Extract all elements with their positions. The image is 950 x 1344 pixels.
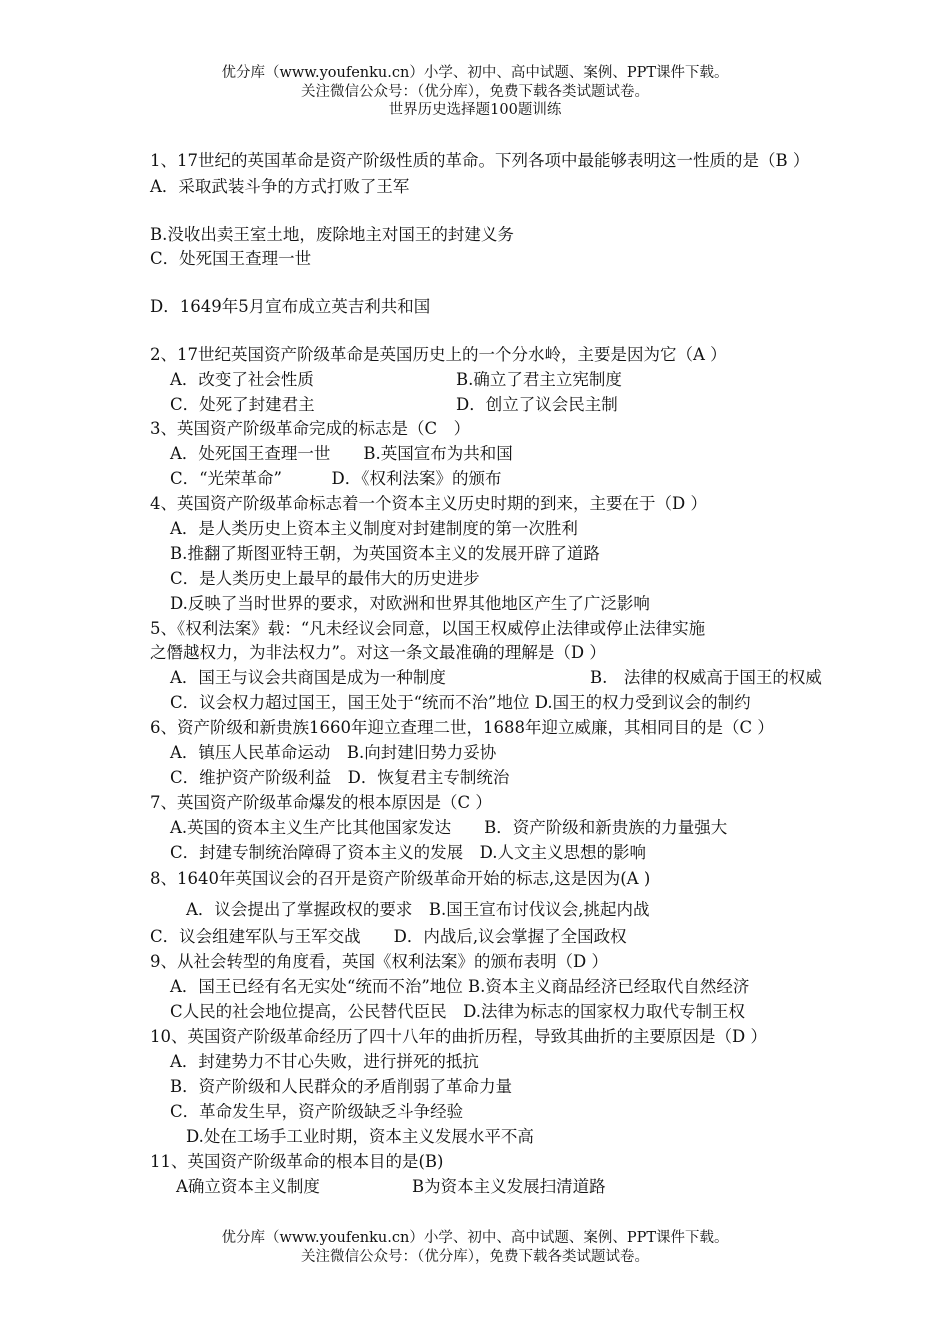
question-7-stem: 7、英国资产阶级革命爆发的根本原因是（C ） — [150, 793, 492, 812]
question-7-options-cd: C．封建专制统治障碍了资本主义的发展 D.人文主义思想的影响 — [170, 843, 647, 862]
question-5-stem-line-2: 之僭越权力，为非法权力”。对这一条文最准确的理解是（D ） — [150, 643, 606, 662]
question-9-options-ab: A．国王已经有名无实处“统而不治”地位 B.资本主义商品经济已经取代自然经济 — [170, 977, 750, 996]
question-1-stem: 1、17世纪的英国革命是资产阶级性质的革命。下列各项中最能够表明这一性质的是（B ） — [150, 151, 810, 170]
question-3-stem: 3、英国资产阶级革命完成的标志是（C ） — [150, 419, 471, 438]
question-1-option-d: D．1649年5月宣布成立英吉利共和国 — [150, 297, 431, 316]
footer-line-2: 关注微信公众号：（优分库），免费下载各类试题试卷。 — [301, 1249, 649, 1265]
page-header — [0, 64, 950, 102]
question-4-option-b: B.推翻了斯图亚特王朝，为英国资本主义的发展开辟了道路 — [170, 544, 600, 563]
question-11-option-a: A确立资本主义制度 — [176, 1177, 320, 1196]
question-5-option-b: B. 法律的权威高于国王的权威 — [590, 668, 822, 687]
question-3-options-cd: C．“光荣革命” D．《权利法案》的颁布 — [170, 469, 502, 488]
question-2-option-d: D．创立了议会民主制 — [456, 395, 618, 414]
question-10-option-a: A．封建势力不甘心失败，进行拼死的抵抗 — [170, 1052, 479, 1071]
question-10-stem: 10、英国资产阶级革命经历了四十八年的曲折历程，导致其曲折的主要原因是（D ） — [150, 1027, 767, 1046]
page-footer — [0, 1229, 950, 1267]
header-line-1: 优分库（www.youfenku.cn）小学、初中、高中试题、案例、PPT课件下载。 — [221, 65, 729, 81]
question-8-options-ab: A．议会提出了掌握政权的要求 B.国王宣布讨伐议会,挑起内战 — [186, 900, 650, 919]
question-7-options-ab: A.英国的资本主义生产比其他国家发达 B．资产阶级和新贵族的力量强大 — [170, 818, 728, 837]
question-10-option-b: B．资产阶级和人民群众的矛盾削弱了革命力量 — [170, 1077, 513, 1096]
question-1-option-a: A．采取武装斗争的方式打败了王军 — [150, 177, 410, 196]
question-9-stem: 9、从社会转型的角度看，英国《权利法案》的颁布表明（D ） — [150, 952, 608, 971]
footer-line-1: 优分库（www.youfenku.cn）小学、初中、高中试题、案例、PPT课件下载。 — [221, 1230, 729, 1246]
question-4-option-d: D.反映了当时世界的要求，对欧洲和世界其他地区产生了广泛影响 — [170, 594, 650, 613]
question-9-options-cd: C人民的社会地位提高，公民替代臣民 D.法律为标志的国家权力取代专制王权 — [170, 1002, 746, 1021]
question-4-option-c: C．是人类历史上最早的最伟大的历史进步 — [170, 569, 480, 588]
question-2-option-b: B.确立了君主立宪制度 — [456, 370, 622, 389]
document-title: 世界历史选择题100题训练 — [388, 102, 562, 118]
question-4-stem: 4、英国资产阶级革命标志着一个资本主义历史时期的到来，主要在于（D ） — [150, 494, 707, 513]
header-line-2: 关注微信公众号：（优分库），免费下载各类试题试卷。 — [301, 84, 649, 100]
question-10-option-c: C．革命发生早，资产阶级缺乏斗争经验 — [170, 1102, 464, 1121]
question-6-options-ab: A．镇压人民革命运动 B.向封建旧势力妥协 — [170, 743, 497, 762]
question-2-stem: 2、17世纪英国资产阶级革命是英国历史上的一个分水岭，主要是因为它（A ） — [150, 345, 727, 364]
question-2-option-c: C．处死了封建君主 — [170, 395, 315, 414]
question-11-option-b: B为资本主义发展扫清道路 — [412, 1177, 606, 1196]
question-8-options-cd: C．议会组建军队与王军交战 D．内战后,议会掌握了全国政权 — [150, 927, 627, 946]
question-1-option-c: C．处死国王查理一世 — [150, 249, 312, 268]
question-6-stem: 6、资产阶级和新贵族1660年迎立查理二世，1688年迎立威廉，其相同目的是（C ） — [150, 718, 774, 737]
question-4-option-a: A．是人类历史上资本主义制度对封建制度的第一次胜利 — [170, 519, 578, 538]
question-8-stem: 8、1640年英国议会的召开是资产阶级革命开始的标志,这是因为(A ) — [150, 869, 651, 888]
question-2-option-a: A．改变了社会性质 — [170, 370, 314, 389]
question-5-stem-line-1: 5、《权利法案》载：“凡未经议会同意，以国王权威停止法律或停止法律实施 — [150, 619, 706, 638]
question-1-option-b: B.没收出卖王室土地，废除地主对国王的封建义务 — [150, 225, 514, 244]
question-6-options-cd: C．维护资产阶级利益 D．恢复君主专制统治 — [170, 768, 510, 787]
question-10-option-d: D.处在工场手工业时期，资本主义发展水平不高 — [186, 1127, 534, 1146]
question-5-options-cd: C．议会权力超过国王，国王处于“统而不治”地位 D.国王的权力受到议会的制约 — [170, 693, 751, 712]
question-5-option-a: A．国王与议会共商国是成为一种制度 — [170, 668, 446, 687]
question-11-stem: 11、英国资产阶级革命的根本目的是(B) — [150, 1152, 444, 1171]
question-3-options-ab: A．处死国王查理一世 B.英国宣布为共和国 — [170, 444, 513, 463]
